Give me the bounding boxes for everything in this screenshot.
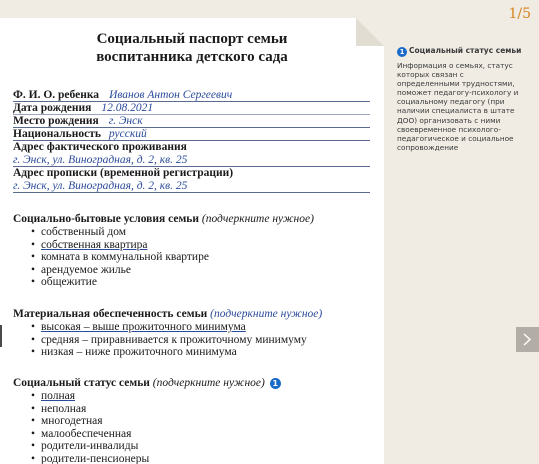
title-line-1: Социальный паспорт семьи [96,31,288,47]
living-heading [13,212,378,226]
nationality-row [13,128,370,141]
material-heading-text: Материальная обеспеченность семьи [13,308,208,320]
side-note-title-text: Социальный статус семьи [409,46,522,55]
material-heading [13,307,378,321]
birthplace-label: Место рождения [13,115,99,127]
living-list [31,226,378,289]
side-note-text: Информация о семьях, статус которых связан с определенными трудностями, поможет педагогу-психологу и социальному педагогу (при наличии специалиста в штате ДОО) организовать с ними своевременное психолого-педагогическое и социальное сопровождение [397,61,519,152]
social-status-section [13,376,378,464]
living-conditions-section [13,212,378,289]
next-page-button[interactable] [516,327,539,352]
list-item[interactable]: • арендуемое жилье [31,264,378,277]
actual-address-label: Адрес фактического проживания [13,141,187,153]
reg-address-value[interactable]: г. Энск, ул. Виноградная, д. 2, кв. 25 [13,180,370,193]
material-hint: (подчеркните нужное) [210,308,323,320]
list-item-selected[interactable]: • высокая – выше прожиточного минимума [31,321,378,334]
actual-address-value[interactable]: г. Энск, ул. Виноградная, д. 2, кв. 25 [13,154,370,167]
birthplace-value[interactable]: г. Энск [108,115,143,127]
reg-address-label: Адрес прописки (временной регистрации) [13,167,234,179]
nationality-label: Национальность [13,128,101,140]
list-item[interactable]: • неполная [31,403,378,416]
chevron-right-icon [522,333,533,346]
social-list [31,390,378,464]
document-title [0,30,384,66]
list-item[interactable]: • родители-пенсионеры [31,453,378,464]
list-item-selected[interactable]: • полная [31,390,378,403]
social-heading [13,376,378,390]
side-note-badge: 1 [397,47,407,57]
list-item[interactable]: • многодетная [31,415,378,428]
side-note-title [397,46,527,57]
title-line-2: воспитанника детского сада [96,49,288,65]
material-list [31,321,378,359]
footnote-badge[interactable]: 1 [270,378,281,389]
list-item[interactable]: • средняя – приравнивается к прожиточному минимуму [31,334,378,347]
list-item[interactable]: • комната в коммунальной квартире [31,251,378,264]
list-item[interactable]: • низкая – ниже прожиточного минимума [31,346,378,359]
list-item[interactable]: • малообеспеченная [31,428,378,441]
birthplace-row [13,115,370,128]
social-hint: (подчеркните нужное) [152,377,265,389]
living-heading-text: Социально-бытовые условия семьи [13,213,199,225]
list-item-selected[interactable]: • собственная квартира [31,239,378,252]
dob-value[interactable]: 12.08.2021 [101,102,154,114]
fio-row [13,89,370,102]
list-item[interactable]: • родители-инвалиды [31,440,378,453]
list-item[interactable]: • общежитие [31,276,378,289]
social-heading-text: Социальный статус семьи [13,377,150,389]
dob-label: Дата рождения [13,102,92,114]
page-counter: 1/5 [508,6,531,22]
nationality-value[interactable]: русский [108,128,147,140]
dob-row [13,102,370,115]
list-item[interactable]: • собственный дом [31,226,378,239]
side-note [397,46,527,152]
text-cursor-marker [0,325,2,347]
living-hint: (подчеркните нужное) [201,213,314,225]
material-section [13,307,378,359]
fio-label: Ф. И. О. ребенка [13,89,100,101]
form-fields [13,89,370,193]
fio-value[interactable]: Иванов Антон Сергеевич [109,89,233,101]
